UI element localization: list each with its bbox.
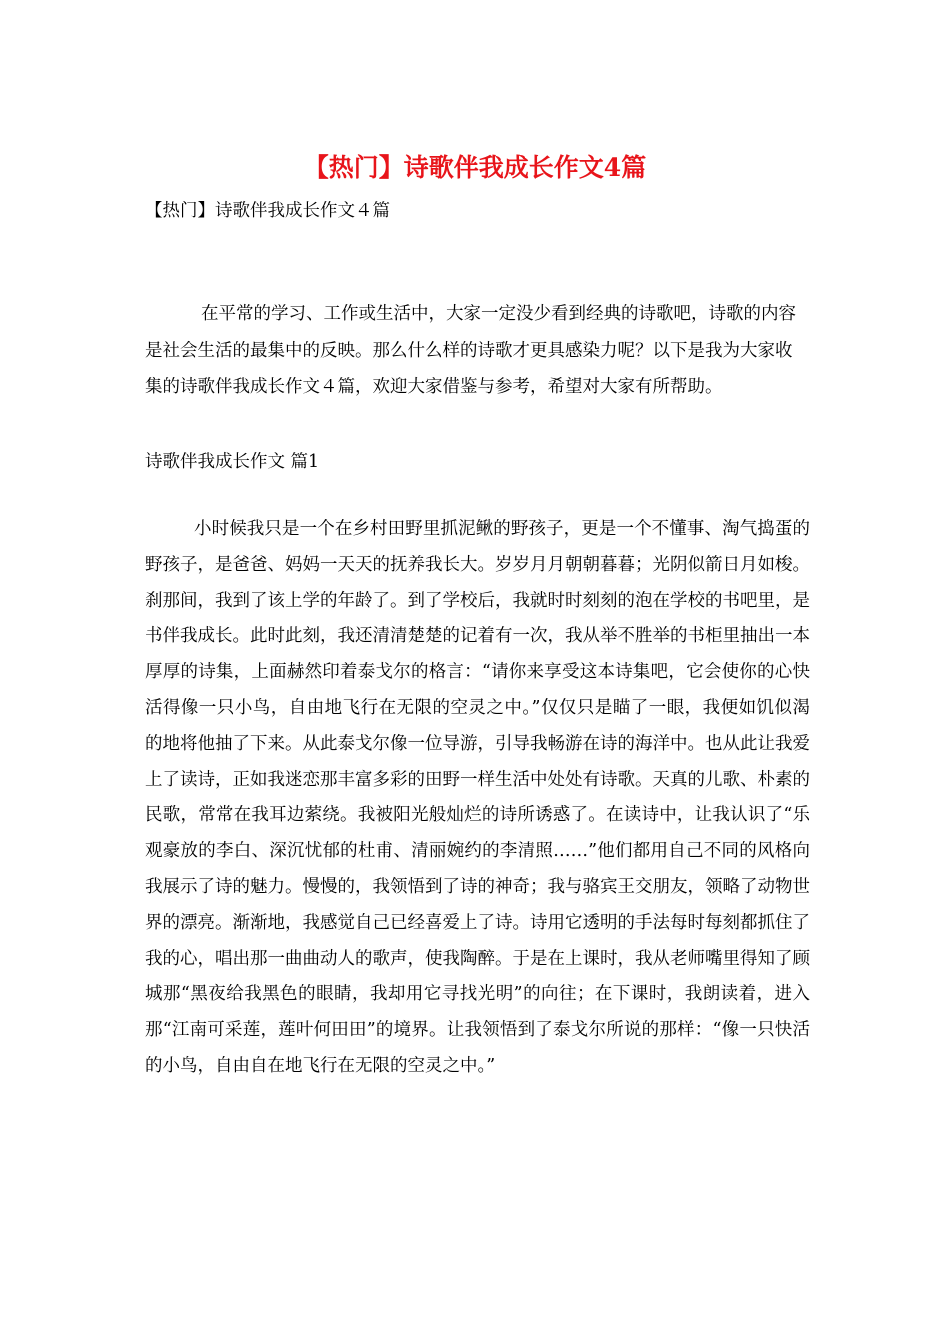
body-paragraph: 小时候我只是一个在乡村田野里抓泥鳅的野孩子，更是一个不懂事、淘气捣蛋的野孩子，是爸爸、妈妈一天天的抚养我长大。岁岁月月朝朝暮暮；光阴似箭日月如梭。刹那间，我到了该上学的年龄了。到了学校后，我就时时刻刻的泡在学校的书吧里，是书伴我成长。此时此刻，我还清清楚楚的记着有一次，我从举不胜举的书柜里抽出一本厚厚的诗集，上面赫然印着泰戈尔的格言：“请你来享受这本诗集吧，它会使你的心快活得像一只小鸟，自由地飞行在无限的空灵之中。”仅仅只是瞄了一眼，我便如饥似渴的地将他抽了下来。从此泰戈尔像一位导游，引导我畅游在诗的海洋中。也从此让我爱上了读诗，正如我迷恋那丰富多彩的田野一样生活中处处有诗歌。天真的儿歌、朴素的民歌，常常在我耳边萦绕。我被阳光般灿烂的诗所诱惑了。在读诗中，让我认识了“乐观豪放的李白、深沉忧郁的杜甫、清丽婉约的李清照……”他们都用自己不同的风格向我展示了诗的魅力。慢慢的，我领悟到了诗的神奇；我与骆宾王交朋友，领略了动物世界的漂亮。渐渐地，我感觉自己已经喜爱上了诗。诗用它透明的手法每时每刻都抓住了我的心，唱出那一曲曲动人的歌声，使我陶醉。于是在上课时，我从老师嘴里得知了顾城那“黑夜给我黑色的眼睛，我却用它寻找光明”的向往；在下课时，我朗读着，进入那“江南可采莲，莲叶何田田”的境界。让我领悟到了泰戈尔所说的那样：“像一只快活的小鸟，自由自在地飞行在无限的空灵之中。” (145, 519, 810, 1076)
intro-paragraph: 在平常的学习、工作或生活中，大家一定没少看到经典的诗歌吧，诗歌的内容是社会生活的最集中的反映。那么什么样的诗歌才更具感染力呢？以下是我为大家收集的诗歌伴我成长作文４篇，欢迎大家借鉴与参考，希望对大家有所帮助。 (145, 304, 796, 397)
document-title: 【热门】诗歌伴我成长作文4篇 (303, 153, 647, 182)
section-heading: 诗歌伴我成长作文 篇1 (145, 452, 320, 472)
document-subtitle: 【热门】诗歌伴我成长作文４篇 (145, 201, 390, 221)
